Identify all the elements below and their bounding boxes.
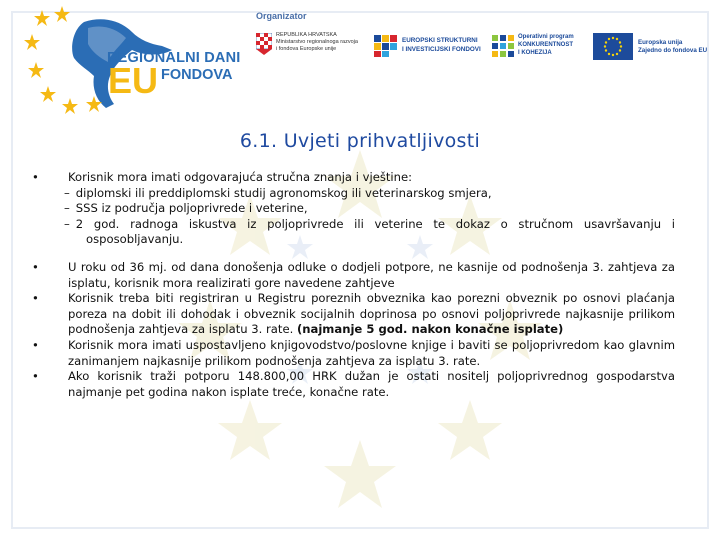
bullet-dot: • [32, 259, 39, 274]
bullet-dot: • [32, 337, 39, 352]
logo-title-line1: REGIONALNI DANI [107, 50, 241, 66]
bullet-skills-text: Korisnik mora imati odgovarajuća stručna znanja i vještine: [68, 170, 413, 184]
bullet-support-text: Ako korisnik traži potporu 148.800,00 HRK dužan je ostati nositelj poljoprivrednog gospodarstva najmanje pet godina nakon isplate treće, konačne rate. [68, 369, 675, 399]
op-grid-icon [492, 35, 514, 57]
slide-title: 6.1. Uvjeti prihvatljivosti [239, 130, 481, 152]
croatian-coat-of-arms-icon [256, 33, 272, 55]
bullet-deadline [30, 260, 675, 291]
esi-text: EUROPSKI STRUKTURNI I INVESTICIJSKI FONDOVI [402, 37, 481, 53]
eu-text: Europska unija Zajedno do fondova EU [638, 39, 708, 54]
bullet-bookkeeping [30, 338, 675, 369]
header [0, 0, 720, 120]
eu-flag-icon [593, 33, 633, 60]
eu-logo [593, 33, 711, 63]
sub-item-sss-text: SSS iz područja poljoprivrede i veterine, [75, 201, 308, 216]
op-kik-logo [492, 33, 592, 63]
sub-item-degree-text: diplomski ili preddiplomski studij agronomskog ili veterinarskog smjera, [75, 185, 492, 200]
bullet-deadline-text: U roku od 36 mj. od dana donošenja odluke o dodjeli potpore, ne kasnije od podnošenja 3. zahtjeva za isplatu, korisnik mora realizirati gore navedene zahtjeve [68, 259, 675, 290]
bullet-registration [30, 291, 675, 338]
ministry-text: REPUBLIKA HRVATSKA Ministarstvo regionalnoga razvoja i fondova Europske unije [276, 32, 358, 52]
sub-item-degree: – diplomski ili preddiplomski studij agronomskog ili veterinarskog smjera, [64, 185, 492, 200]
regionalni-dani-logo [22, 0, 252, 118]
esi-squares-icon [374, 35, 398, 57]
sub-item-experience-cont [30, 232, 675, 248]
slide-body [30, 170, 675, 400]
logo-eu-text: EU [108, 60, 159, 101]
esi-funds-logo [374, 33, 484, 63]
bullet-bookkeeping-text: Korisnik mora imati uspostavljeno knjigovodstvo/poslovne knjige i baviti se poljoprivredom kao glavnim zanimanjem najkasnije prilikom podnošenja zahtjeva za isplatu 3. rate. [68, 337, 675, 368]
bullet-dot: • [32, 291, 39, 306]
op-text: Operativni program KONKURENTNOST I KOHEZIJA [518, 34, 574, 56]
sub-item-experience: – 2 god. radnoga iskustva iz poljoprivrede ili veterine te dokaz o stručnom usavršavanju i [64, 216, 675, 231]
bullet-skills [30, 170, 675, 186]
logo-title-line2: FONDOVA [161, 67, 233, 83]
ministry-logo [256, 33, 368, 63]
bullet-support [30, 369, 675, 400]
bullet-dot: • [32, 369, 39, 384]
organizer-label: Organizator [256, 11, 307, 21]
bullet-registration-text: Korisnik treba biti registriran u Registru poreznih obveznika kao porezni obveznik po osnovi plaćanja poreza na dobit ili dohodak i obveznik socijalnih doprinosa po osnovi poljoprivrede najkasnije prilikom podnošenja zahtjeva za isplatu 3. rate. [68, 291, 675, 337]
bullet-registration-bold: (najmanje 5 god. nakon konačne isplate) [296, 322, 564, 337]
sub-item-experience-text: 2 god. radnoga iskustva iz poljoprivrede ili veterine te dokaz o stručnom usavršavanju i [75, 216, 675, 231]
sub-item-experience-cont-text: osposobljavanju. [86, 232, 184, 247]
spacer [30, 248, 675, 260]
bullet-dot: • [32, 170, 39, 184]
sub-item-sss: – SSS iz područja poljoprivrede i veterine, [64, 201, 308, 216]
